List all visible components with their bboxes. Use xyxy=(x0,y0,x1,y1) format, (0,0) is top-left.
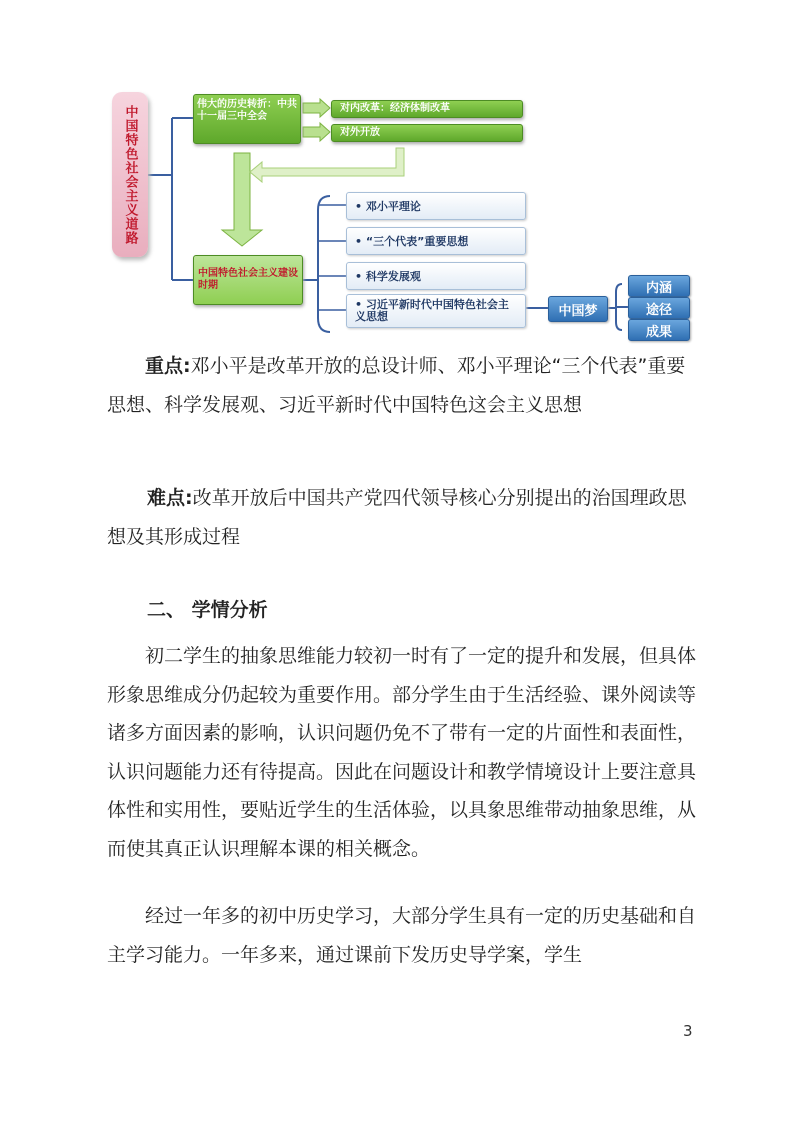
learning-background-paragraph: 经过一年多的初中历史学习，大部分学生具有一定的历史基础和自主学习能力。一年多来，通过课前下发历史导学案，学生 xyxy=(107,905,697,966)
difficulty-text: 改革开放后中国共产党四代领导核心分别提出的治国理政思想及其形成过程 xyxy=(107,487,687,548)
theory-label: • “三个代表”重要思想 xyxy=(355,235,469,248)
root-label: 中国特色社会主义道路 xyxy=(122,104,138,245)
construction-period-label: 中国特色社会主义建设时期 xyxy=(198,268,298,291)
student-analysis-paragraph: 初二学生的抽象思维能力较初一时有了一定的提升和发展，但具体形象思维成分仍起较为重要作用。部分学生由于生活经验、课外阅读等诸多方面因素的影响，认识问题仍免不了带有一定的片面性和表面性，认识问题能力还有待提高。因此在问题设计和教学情境设计上要注意具体性和实用性，要贴近学生的生活体验，以具象思维带动抽象思维，从而使其真正认识理解本课的相关概念。 xyxy=(107,645,697,860)
theory-item xyxy=(346,192,526,220)
dream-sub-label: 成果 xyxy=(645,324,672,340)
theory-item xyxy=(346,294,526,328)
key-points-label: 重点: xyxy=(145,355,191,377)
section-heading: 二、 学情分析 xyxy=(147,599,268,621)
opening-label: 对外开放 xyxy=(340,127,380,138)
theory-label: • 科学发展观 xyxy=(355,270,421,283)
difficulty-paragraph xyxy=(107,479,697,556)
reform-box xyxy=(331,100,523,118)
theory-label: • 邓小平理论 xyxy=(355,200,421,213)
chinese-dream-box xyxy=(548,296,608,322)
key-points-text: 邓小平是改革开放的总设计师、邓小平理论“三个代表”重要思想、科学发展观、习近平新时代中国特色这会主义思想 xyxy=(107,355,686,416)
difficulty-label: 难点: xyxy=(147,487,193,509)
root-box xyxy=(112,92,148,257)
theory-item xyxy=(346,262,526,290)
dream-sub-label: 内涵 xyxy=(645,280,672,296)
construction-period-box xyxy=(193,255,303,305)
opening-box xyxy=(331,124,523,142)
key-points-paragraph xyxy=(107,347,697,424)
dream-sub-label: 途径 xyxy=(645,302,672,318)
theory-item xyxy=(346,227,526,255)
dream-sub-box xyxy=(628,297,690,319)
theory-label: • 习近平新时代中国特色社会主义思想 xyxy=(355,298,509,323)
dream-sub-box xyxy=(628,275,690,297)
chinese-dream-label: 中国梦 xyxy=(558,303,598,319)
reform-label: 对内改革：经济体制改革 xyxy=(340,103,450,114)
page-number: 3 xyxy=(683,1022,693,1040)
turning-point-label: 伟大的历史转折：中共十一届三中全会 xyxy=(197,99,297,122)
turning-point-box xyxy=(193,94,301,144)
dream-sub-box xyxy=(628,319,690,341)
